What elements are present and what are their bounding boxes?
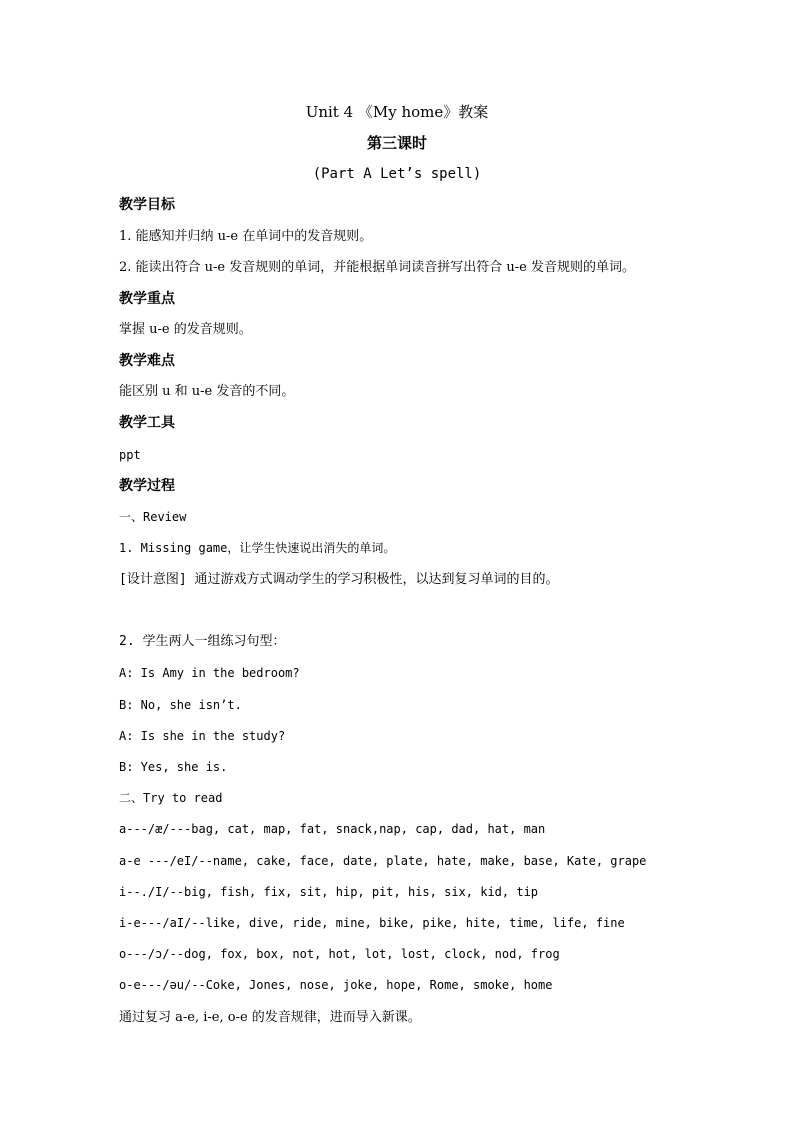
phonics-line-i: i--./I/--big, fish, fix, sit, hip, pit, his, six, kid, tip: [119, 885, 539, 899]
dialogue-line-4: B: Yes, she is.: [119, 760, 228, 774]
tools-heading: 教学工具: [119, 415, 175, 431]
difficulties-text: 能区别 u 和 u-e 发音的不同。: [119, 384, 295, 399]
lesson-period: 第三课时: [366, 134, 427, 152]
step-2: 2. 学生两人一组练习句型：: [119, 634, 286, 649]
step-1: 1. Missing game，让学生快速说出消失的单词。: [119, 541, 396, 555]
objective-2: 2. 能读出符合 u-e 发音规则的单词，并能根据单词读音拼写出符合 u-e 发音规则的单词。: [119, 260, 635, 275]
dialogue-line-1: A: Is Amy in the bedroom?: [119, 666, 300, 680]
key-points-text: 掌握 u-e 的发音规则。: [119, 322, 252, 337]
review-heading: 一、Review: [119, 510, 187, 524]
key-points-heading: 教学重点: [119, 291, 175, 307]
phonics-line-ae: a-e ---/eI/--name, cake, face, date, plate, hate, make, base, Kate, grape: [119, 854, 647, 868]
dialogue-line-2: B: No, she isn’t.: [119, 698, 242, 712]
design-intent: [设计意图] 通过游戏方式调动学生的学习积极性，以达到复习单词的目的。: [119, 572, 559, 587]
tools-text: ppt: [119, 448, 141, 462]
phonics-line-a: a---/æ/---bag, cat, map, fat, snack,nap, cap, dad, hat, man: [119, 822, 546, 836]
phonics-line-oe: o-e---/əu/--Coke, Jones, nose, joke, hope, Rome, smoke, home: [119, 978, 553, 992]
phonics-line-ie: i-e---/aI/--like, dive, ride, mine, bike, pike, hite, time, life, fine: [119, 916, 625, 930]
part-label: (Part A Let’s spell): [312, 166, 482, 182]
document-title: Unit 4 《My home》教案: [305, 103, 489, 121]
objectives-heading: 教学目标: [119, 197, 175, 213]
summary-text: 通过复习 a-e, i-e, o-e 的发音规律，进而导入新课。: [119, 1010, 421, 1025]
phonics-line-o: o---/ɔ/--dog, fox, box, not, hot, lot, lost, clock, nod, frog: [119, 947, 560, 961]
dialogue-line-3: A: Is she in the study?: [119, 729, 286, 743]
objective-1: 1. 能感知并归纳 u-e 在单词中的发音规则。: [119, 229, 373, 244]
try-heading: 二、Try to read: [119, 791, 223, 805]
difficulties-heading: 教学难点: [119, 353, 175, 369]
process-heading: 教学过程: [119, 478, 175, 494]
